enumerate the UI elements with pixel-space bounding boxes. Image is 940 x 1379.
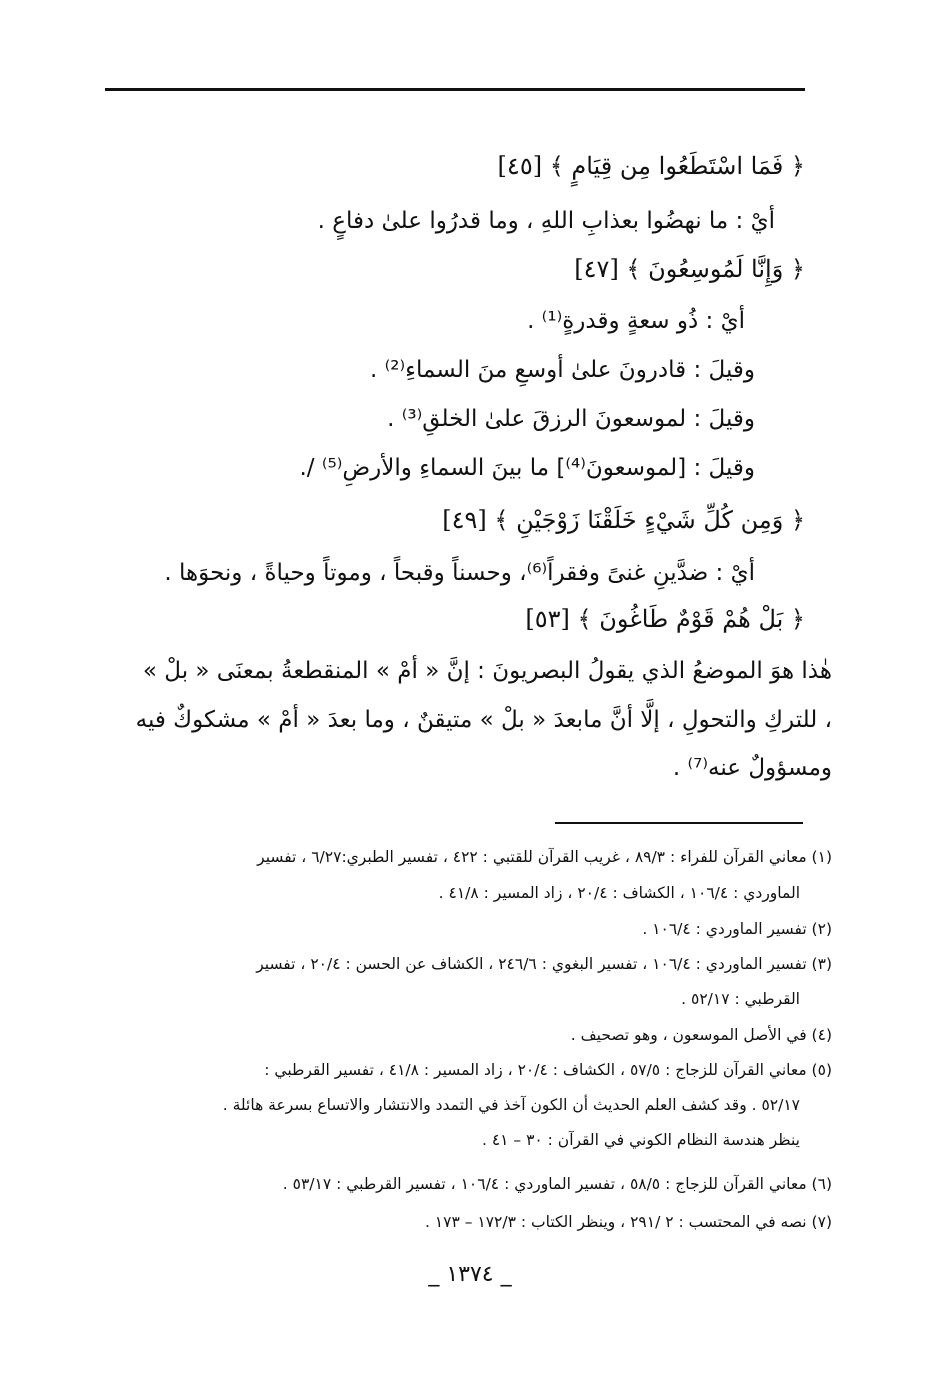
footnote-4: (٤) في الأصل الموسعون ، وهو تصحيف . <box>570 1026 832 1044</box>
commentary-line: وقيلَ : قادرونَ علىٰ أوسعِ منَ السماءِ⁽²⁾ . <box>370 357 755 383</box>
footnote-6: (٦) معاني القرآن للزجاج : ٥٨/٥ ، تفسير الماوردي : ١٠٦/٤ ، تفسير القرطبي : ٥٣/١٧ . <box>282 1175 832 1193</box>
commentary-line: وقيلَ : [لموسعونَ⁽⁴⁾] ما بينَ السماءِ والأرضِ⁽⁵⁾ /. <box>299 455 755 481</box>
paragraph-line: هٰذا هوَ الموضعُ الذي يقولُ البصريونَ : إنَّ « أمْ » المنقطعةُ بمعنَى « بلْ » <box>142 658 832 684</box>
footnote-1-cont: الماوردي : ١٠٦/٤ ، الكشاف : ٢٠/٤ ، زاد المسير : ٤١/٨ . <box>438 884 800 902</box>
commentary-line: أيْ : ما نهضُوا بعذابِ اللهِ ، وما قدرُوا علىٰ دفاعٍ . <box>317 208 775 234</box>
footnote-7: (٧) نصه في المحتسب : ٢ /٢٩١ ، وينظر الكتاب : ١٧٢/٣ – ١٧٣ . <box>424 1213 832 1231</box>
footnote-5: (٥) معاني القرآن للزجاج : ٥٧/٥ ، الكشاف : ٢٠/٤ ، زاد المسير : ٤١/٨ ، تفسير القرطبي : <box>264 1061 832 1079</box>
footnote-5-cont: ٥٢/١٧ . وقد كشف العلم الحديث أن الكون آخذ في التمدد والانتشار والاتساع بسرعة هائلة . <box>222 1096 800 1114</box>
footnote-5-cont: ينظر هندسة النظام الكوني في القرآن : ٣٠ – ٤١ . <box>481 1131 800 1149</box>
verse-53: ﴿ بَلْ هُمْ قَوْمٌ طَاغُونَ ﴾ [٥٣] <box>525 605 805 633</box>
header-rule <box>105 88 805 91</box>
paragraph-line: ، للتركِ والتحولِ ، إلَّا أنَّ مابعدَ « بلْ » متيقنٌ ، وما بعدَ « أمْ » مشكوكٌ فيه <box>135 707 832 733</box>
footnote-1: (١) معاني القرآن للفراء : ٨٩/٣ ، غريب القرآن للقتبي : ٤٢٢ ، تفسير الطبري:٦/٢٧ ، تفسير <box>257 848 832 866</box>
verse-47: ﴿ وَإِنَّا لَمُوسِعُونَ ﴾ [٤٧] <box>574 255 805 283</box>
verse-45: ﴿ فَمَا اسْتَطَعُوا مِن قِيَامٍ ﴾ [٤٥] <box>497 152 805 180</box>
paragraph-line: ومسؤولٌ عنه⁽⁷⁾ . <box>672 755 832 781</box>
verse-49: ﴿ وَمِن كُلِّ شَيْءٍ خَلَقْنَا زَوْجَيْنِ ﴾ [٤٩] <box>442 506 805 534</box>
footnote-3: (٣) تفسير الماوردي : ١٠٦/٤ ، تفسير البغوي : ٢٤٦/٦ ، الكشاف عن الحسن : ٢٠/٤ ، تفسير <box>256 955 832 973</box>
footnote-3-cont: القرطبي : ٥٢/١٧ . <box>681 990 800 1008</box>
footnote-2: (٢) تفسير الماوردي : ١٠٦/٤ . <box>642 920 832 938</box>
footnote-separator <box>555 822 803 824</box>
page-number: _ ١٣٧٤ _ <box>428 1262 512 1287</box>
commentary-line: وقيلَ : لموسعونَ الرزقَ علىٰ الخلقِ⁽³⁾ . <box>387 406 755 432</box>
commentary-line: أيْ : ضدَّينِ غنىً وفقراً⁽⁶⁾، وحسناً وقبحاً ، وموتاً وحياةً ، ونحوَها . <box>164 560 755 586</box>
commentary-line: أيْ : ذُو سعةٍ وقدرةٍ⁽¹⁾ . <box>527 308 745 334</box>
